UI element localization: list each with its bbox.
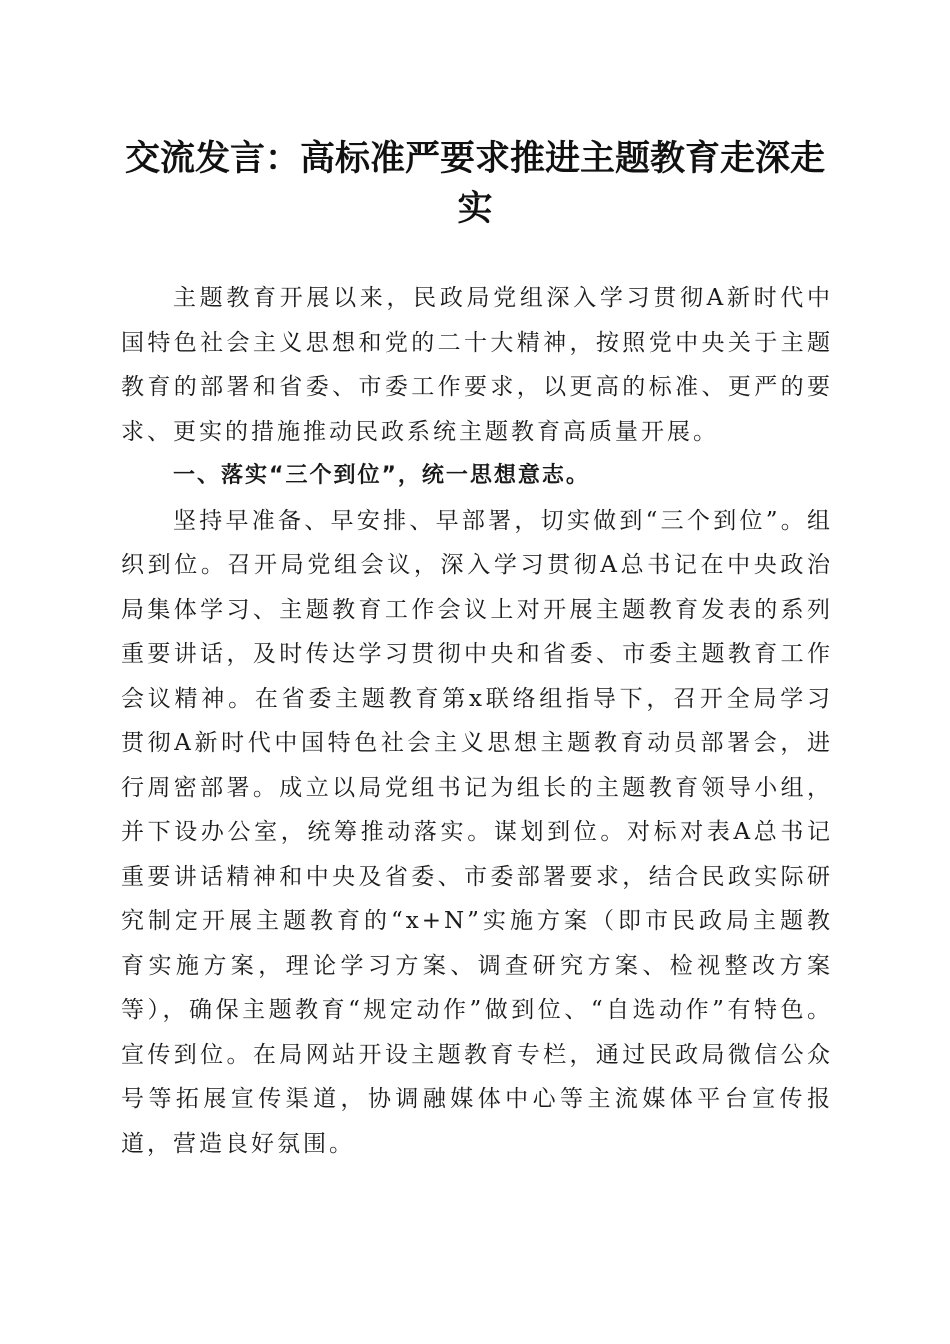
document-body [121,276,833,1166]
document-title: 交流发言：高标准严要求推进主题教育走深走实 [124,138,825,229]
section-paragraph: 坚持早准备、早安排、早部署，切实做到“三个到位”。组织到位。召开局党组会议，深入学习贯彻A总书记在中央政治局集体学习、主题教育工作会议上对开展主题教育发表的系列重要讲话，及时传达学习贯彻中央和省委、市委主题教育工作会议精神。在省委主题教育第x联络组指导下，召开全局学习贯彻A新时代中国特色社会主义思想主题教育动员部署会，进行周密部署。成立以局党组书记为组长的主题教育领导小组，并下设办公室，统筹推动落实。谋划到位。对标对表A总书记重要讲话精神和中央及省委、市委部署要求，结合民政实际研究制定开展主题教育的“x+N”实施方案（即市民政局主题教育实施方案，理论学习方案、调查研究方案、检视整改方案等），确保主题教育“规定动作”做到位、“自选动作”有特色。宣传到位。在局网站开设主题教育专栏，通过民政局微信公众号等拓展宣传渠道，协调融媒体中心等主流媒体平台宣传报道，营造良好氛围。 [121,507,833,1157]
section-heading: 一、落实“三个到位”，统一思想意志。 [173,463,590,488]
intro-paragraph: 主题教育开展以来，民政局党组深入学习贯彻A新时代中国特色社会主义思想和党的二十大精神，按照党中央关于主题教育的部署和省委、市委工作要求，以更高的标准、更严的要求、更实的措施推动民政系统主题教育高质量开展。 [121,285,833,445]
